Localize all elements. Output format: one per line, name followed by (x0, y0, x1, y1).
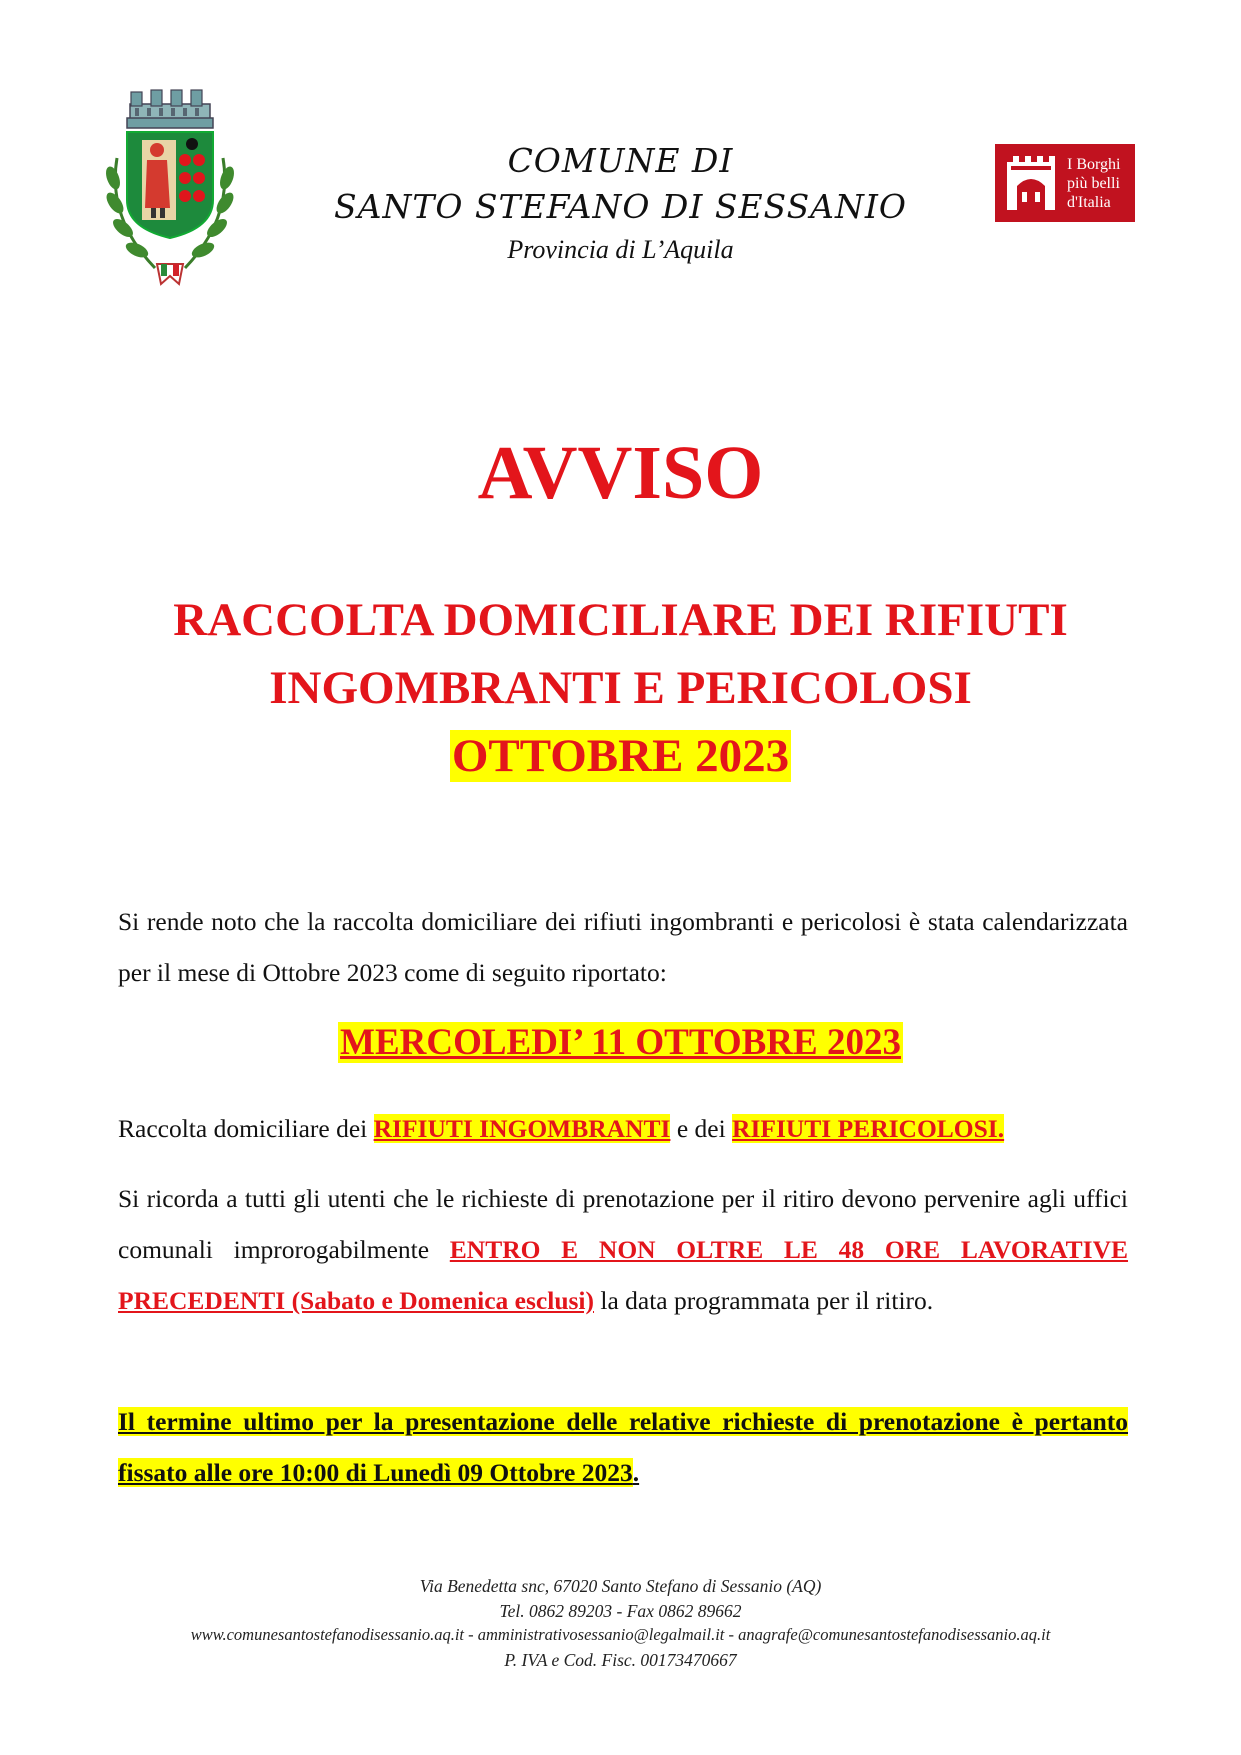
collection-date-heading (0, 1021, 1241, 1064)
reminder-after: la data programmata per il ritiro. (600, 1286, 934, 1315)
reminder-before: Si ricorda a tutti gli utenti che le richieste di prenotazione per il ritiro devono pervenire agli uffici comunali improrogabilmente (118, 1184, 1128, 1264)
borghi-logo (995, 144, 1135, 222)
borghi-line2: più belli (1067, 174, 1120, 192)
borghi-line3: d'Italia (1067, 193, 1111, 211)
municipality-line1: COMUNE DI (507, 141, 734, 180)
footer-address: Via Benedetta snc, 67020 Santo Stefano di Sessanio (AQ) (419, 1576, 822, 1596)
subtitle-line2: INGOMBRANTI E PERICOLOSI (269, 662, 972, 714)
footer-phone: Tel. 0862 89203 - Fax 0862 89662 (499, 1600, 742, 1621)
castle-icon (1003, 152, 1059, 214)
collection-paragraph (118, 1103, 1128, 1154)
reminder-deadline: ENTRO E NON OLTRE LE 48 ORE LAVORATIVE PRECEDENTI (Sabato e Domenica esclusi) (118, 1235, 1129, 1315)
final-note-text: Il termine ultimo per la presentazione delle relative richieste di prenotazione è pertanto fissato alle ore 10:00 di Lunedì 09 Ottobre 2023 (118, 1407, 1128, 1487)
reminder-paragraph (118, 1173, 1128, 1326)
final-note: Il termine ultimo per la presentazione delle relative richieste di prenotazione è pertanto fissato alle ore 10:00 di Lunedì 09 Ottobre 2023. (118, 1407, 1128, 1487)
collection-middle: e dei (676, 1114, 726, 1143)
borghi-line1: I Borghi (1067, 155, 1121, 173)
footer (0, 1574, 1241, 1672)
subtitle-month: OTTOBRE 2023 (451, 730, 790, 782)
notice-subtitle (0, 586, 1241, 790)
intro-paragraph: Si rende noto che la raccolta domiciliare dei rifiuti ingombranti e pericolosi è stata calendarizzata per il mese di Ottobre 2023 come di seguito riportato: (118, 907, 1128, 987)
collection-date: MERCOLEDI’ 11 OTTOBRE 2023 (340, 1022, 901, 1063)
province-label: Provincia di L’Aquila (507, 235, 734, 264)
collection-item-bulky: RIFIUTI INGOMBRANTI (373, 1114, 671, 1143)
footer-vat: P. IVA e Cod. Fisc. 00173470667 (504, 1649, 737, 1670)
collection-prefix: Raccolta domiciliare dei (118, 1114, 368, 1143)
notice-title: AVVISO (477, 431, 764, 515)
footer-web-emails: www.comunesantostefanodisessanio.aq.it - amministrativosessanio@legalmail.it - anagrafe@comunesantostefanodisessanio.aq.it (190, 1625, 1051, 1644)
collection-item-hazardous: RIFIUTI PERICOLOSI. (732, 1114, 1005, 1143)
municipality-line2: SANTO STEFANO DI SESSANIO (334, 187, 907, 226)
subtitle-line1: RACCOLTA DOMICILIARE DEI RIFIUTI (173, 594, 1068, 646)
